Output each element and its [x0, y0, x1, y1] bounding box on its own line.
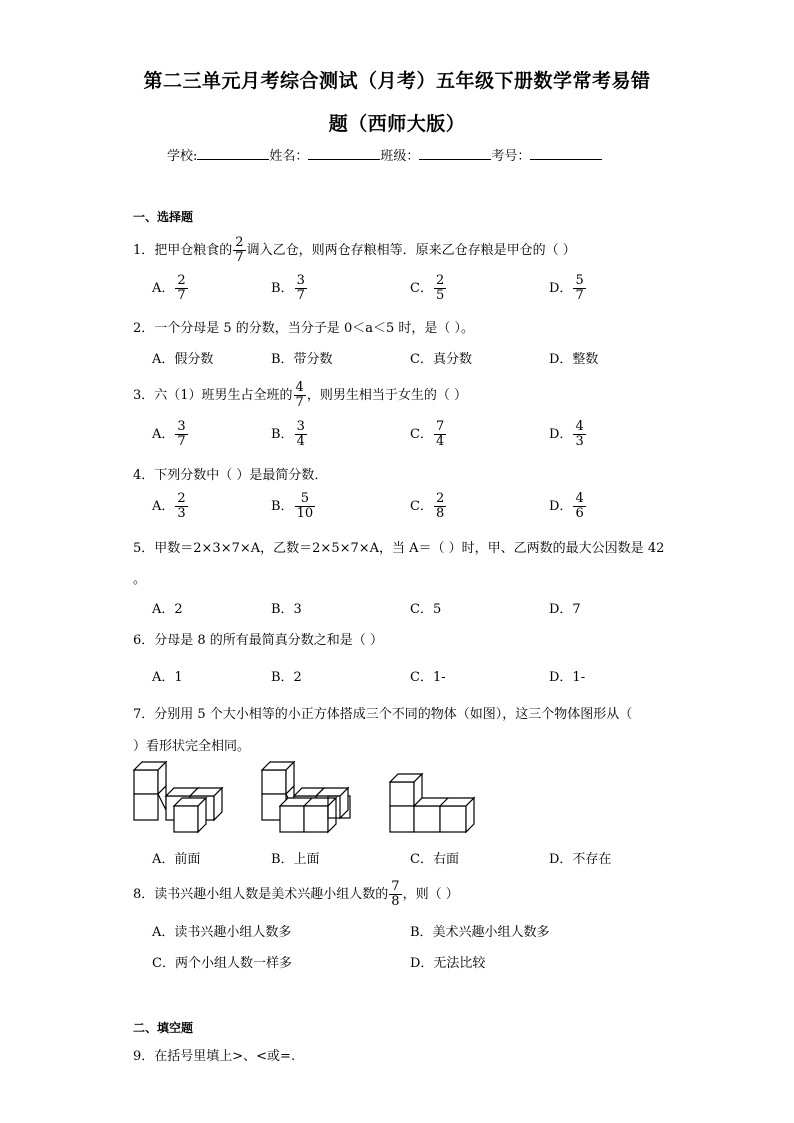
q1-option-b[interactable]: B． $\frac{3}{7}$: [271, 273, 305, 303]
page-title: 第二三单元月考综合测试（月考）五年级下册数学常考易错: [143, 70, 651, 92]
question-8: 8．读书兴趣小组人数是美术兴趣小组人数的 $\frac{7}{8}$ ，则（ ）: [133, 879, 459, 909]
q6-option-c[interactable]: C．1-: [410, 670, 446, 685]
section-heading-fill: 二、填空题: [133, 1021, 194, 1035]
cube-figure-1: [130, 758, 230, 836]
q7-option-b[interactable]: B．上面: [271, 852, 320, 867]
question-5: 5．甲数＝2×3×7×A，乙数＝2×5×7×A，当 A＝（ ）时，甲、乙两数的最大公因数是 42: [133, 541, 665, 556]
q1-option-a[interactable]: A． $\frac{2}{7}$: [152, 273, 186, 303]
q6-option-b[interactable]: B．2: [271, 670, 302, 685]
q2-option-b[interactable]: B．带分数: [271, 352, 333, 367]
fraction: $\frac{4}{7}$: [295, 380, 304, 410]
q7-option-c[interactable]: C．右面: [410, 852, 459, 867]
question-4: 4．下列分数中（ ）是最简分数．: [133, 468, 328, 483]
q3-option-c[interactable]: C． $\frac{7}{4}$: [410, 419, 445, 449]
q3-option-a[interactable]: A． $\frac{3}{7}$: [152, 419, 186, 449]
question-9: 9．在括号里填上>、<或=.: [133, 1049, 296, 1064]
q4-option-a[interactable]: A． $\frac{2}{3}$: [152, 491, 186, 521]
name-field[interactable]: [308, 145, 380, 160]
q3-option-b[interactable]: B． $\frac{3}{4}$: [271, 419, 305, 449]
q6-option-d[interactable]: D．1-: [549, 670, 586, 685]
section-heading-choice: 一、选择题: [133, 210, 194, 224]
q7-option-d[interactable]: D．不存在: [549, 852, 612, 867]
q6-option-a[interactable]: A．1: [152, 670, 183, 685]
question-2: 2．一个分母是 5 的分数，当分子是 0＜a＜5 时，是（ ）。: [133, 321, 474, 336]
q5-option-b[interactable]: B．3: [271, 602, 302, 617]
page-title-line2: 题（西师大版）: [328, 113, 466, 135]
fraction: $\frac{2}{7}$: [235, 235, 244, 265]
q2-option-d[interactable]: D．整数: [549, 352, 599, 367]
school-label: 学校:: [167, 149, 198, 164]
question-7: 7．分别用 5 个大小相等的小正方体搭成三个不同的物体（如图），这三个物体图形从（: [133, 707, 633, 722]
q8-option-b[interactable]: B．美术兴趣小组人数多: [410, 925, 550, 940]
fraction: $\frac{7}{8}$: [391, 879, 400, 909]
question-5-cont: 。: [133, 572, 147, 587]
q8-option-a[interactable]: A．读书兴趣小组人数多: [152, 925, 292, 940]
cube-figure-3: [386, 770, 496, 836]
student-info-line: [167, 145, 602, 164]
q5-option-d[interactable]: D．7: [549, 602, 581, 617]
exam-no-field[interactable]: [530, 145, 602, 160]
question-7-cont: ）看形状完全相同。: [133, 739, 251, 754]
q2-option-a[interactable]: A．假分数: [152, 352, 214, 367]
q3-option-d[interactable]: D． $\frac{4}{3}$: [549, 419, 584, 449]
question-6: 6．分母是 8 的所有最简真分数之和是（ ）: [133, 633, 383, 648]
q4-option-c[interactable]: C． $\frac{2}{8}$: [410, 491, 445, 521]
q5-option-c[interactable]: C．5: [410, 602, 442, 617]
q1-option-d[interactable]: D． $\frac{5}{7}$: [549, 273, 584, 303]
question-3: 3．六（1）班男生占全班的 $\frac{4}{7}$ ，则男生相当于女生的（ ）: [133, 380, 467, 410]
q8-option-c[interactable]: C．两个小组人数一样多: [152, 956, 292, 971]
q4-option-d[interactable]: D． $\frac{4}{6}$: [549, 491, 584, 521]
name-label: 姓名：: [269, 149, 309, 164]
class-field[interactable]: [419, 145, 491, 160]
q8-option-d[interactable]: D．无法比较: [410, 956, 486, 971]
q2-option-c[interactable]: C．真分数: [410, 352, 472, 367]
q4-option-b[interactable]: B． $\frac{5}{10}$: [271, 491, 314, 521]
class-label: 班级：: [380, 149, 420, 164]
question-1: 1．把甲仓粮食的 $\frac{2}{7}$ 调入乙仓，则两仓存粮相等．原来乙仓存粮是甲仓的（ ）: [133, 235, 576, 265]
exam-no-label: 考号：: [491, 149, 531, 164]
q5-option-a[interactable]: A．2: [152, 602, 183, 617]
q1-option-c[interactable]: C． $\frac{2}{5}$: [410, 273, 445, 303]
q7-option-a[interactable]: A．前面: [152, 852, 201, 867]
cube-figure-2: [258, 758, 358, 836]
school-field[interactable]: [197, 145, 269, 160]
